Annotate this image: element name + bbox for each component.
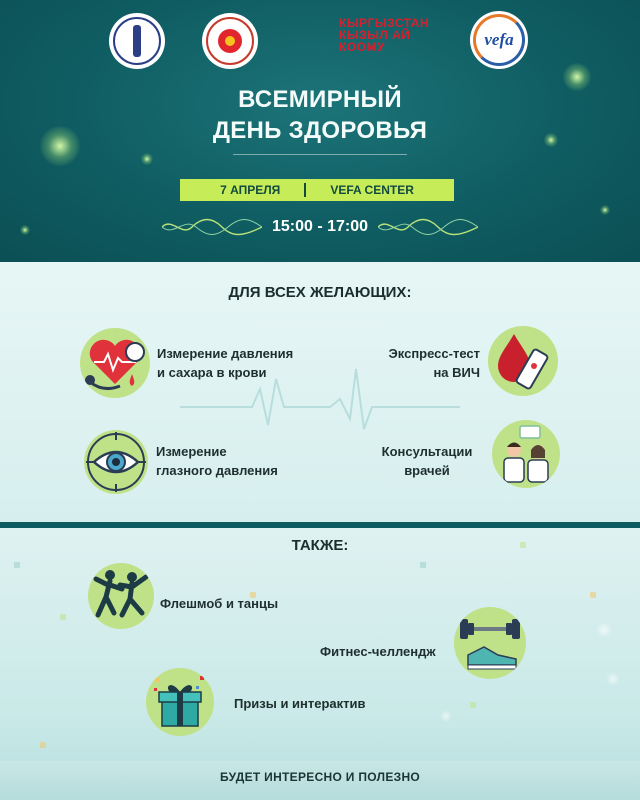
activity-label-prizes: Призы и интерактив	[234, 696, 366, 711]
vefa-logo-text: vefa	[484, 30, 514, 49]
vefa-logo	[470, 11, 528, 69]
eye-icon	[84, 430, 148, 494]
activities-title: ТАКЖЕ:	[291, 537, 349, 554]
red-crescent-line: КЫРГЫЗСТАН	[339, 16, 430, 30]
service-label-pressure	[157, 344, 293, 382]
sparkle	[600, 205, 610, 215]
services-title: ДЛЯ ВСЕХ ЖЕЛАЮЩИХ:	[228, 284, 412, 301]
service-label-hiv	[376, 344, 480, 382]
bar-separator	[304, 183, 306, 197]
dancers-icon	[88, 563, 154, 629]
heart-pressure-icon	[80, 328, 150, 398]
activity-label-fitness: Фитнес-челлендж	[320, 644, 436, 659]
label-line: Консультации	[381, 444, 473, 459]
activities-section	[0, 522, 640, 800]
header-banner	[0, 0, 640, 262]
confetti	[14, 562, 20, 568]
label-line: Экспресс-тест	[388, 346, 480, 361]
title-line: ВСЕМИРНЫЙ	[238, 86, 402, 113]
confetti	[420, 562, 426, 568]
title-divider	[233, 154, 407, 155]
activity-label-flashmob: Флешмоб и танцы	[160, 596, 279, 611]
confetti	[470, 702, 476, 708]
caduceus-icon	[133, 25, 141, 57]
sparkle	[141, 153, 153, 165]
service-label-doctors	[372, 442, 482, 480]
health-ministry-seal	[202, 13, 258, 69]
section-divider	[0, 522, 640, 528]
service-label-eye	[156, 442, 278, 480]
confetti	[590, 592, 596, 598]
sparkle	[440, 710, 452, 722]
event-venue: VEFA CENTER	[330, 183, 414, 197]
crescent-icon	[291, 17, 327, 55]
label-line: врачей	[404, 463, 450, 478]
label-line: глазного давления	[156, 463, 278, 478]
label-line: и сахара в крови	[157, 365, 267, 380]
event-time: 15:00 - 17:00	[271, 218, 369, 235]
services-section	[0, 262, 640, 522]
blood-test-icon	[488, 326, 558, 396]
doctors-icon	[492, 420, 560, 488]
page-title	[0, 84, 640, 146]
dumbbell-sneaker-icon	[454, 607, 526, 679]
sparkle	[606, 672, 620, 686]
label-line: Измерение	[156, 444, 227, 459]
sun-emblem-icon	[218, 29, 242, 53]
label-line: на ВИЧ	[433, 365, 480, 380]
event-date: 7 АПРЕЛЯ	[220, 183, 281, 197]
red-crescent-logo	[339, 17, 429, 53]
confetti	[40, 742, 46, 748]
label-line: Измерение давления	[157, 346, 294, 361]
medical-academy-seal	[109, 13, 165, 69]
confetti	[60, 614, 66, 620]
sparkle	[596, 622, 612, 638]
red-crescent-line: КООМУ	[339, 40, 385, 54]
gift-box-icon	[146, 668, 214, 736]
title-line: ДЕНЬ ЗДОРОВЬЯ	[212, 117, 428, 144]
date-venue-bar	[180, 179, 454, 201]
red-crescent-line: КЫЗЫЛ АЙ	[339, 28, 411, 42]
footer-text: БУДЕТ ИНТЕРЕСНО И ПОЛЕЗНО	[219, 770, 421, 784]
